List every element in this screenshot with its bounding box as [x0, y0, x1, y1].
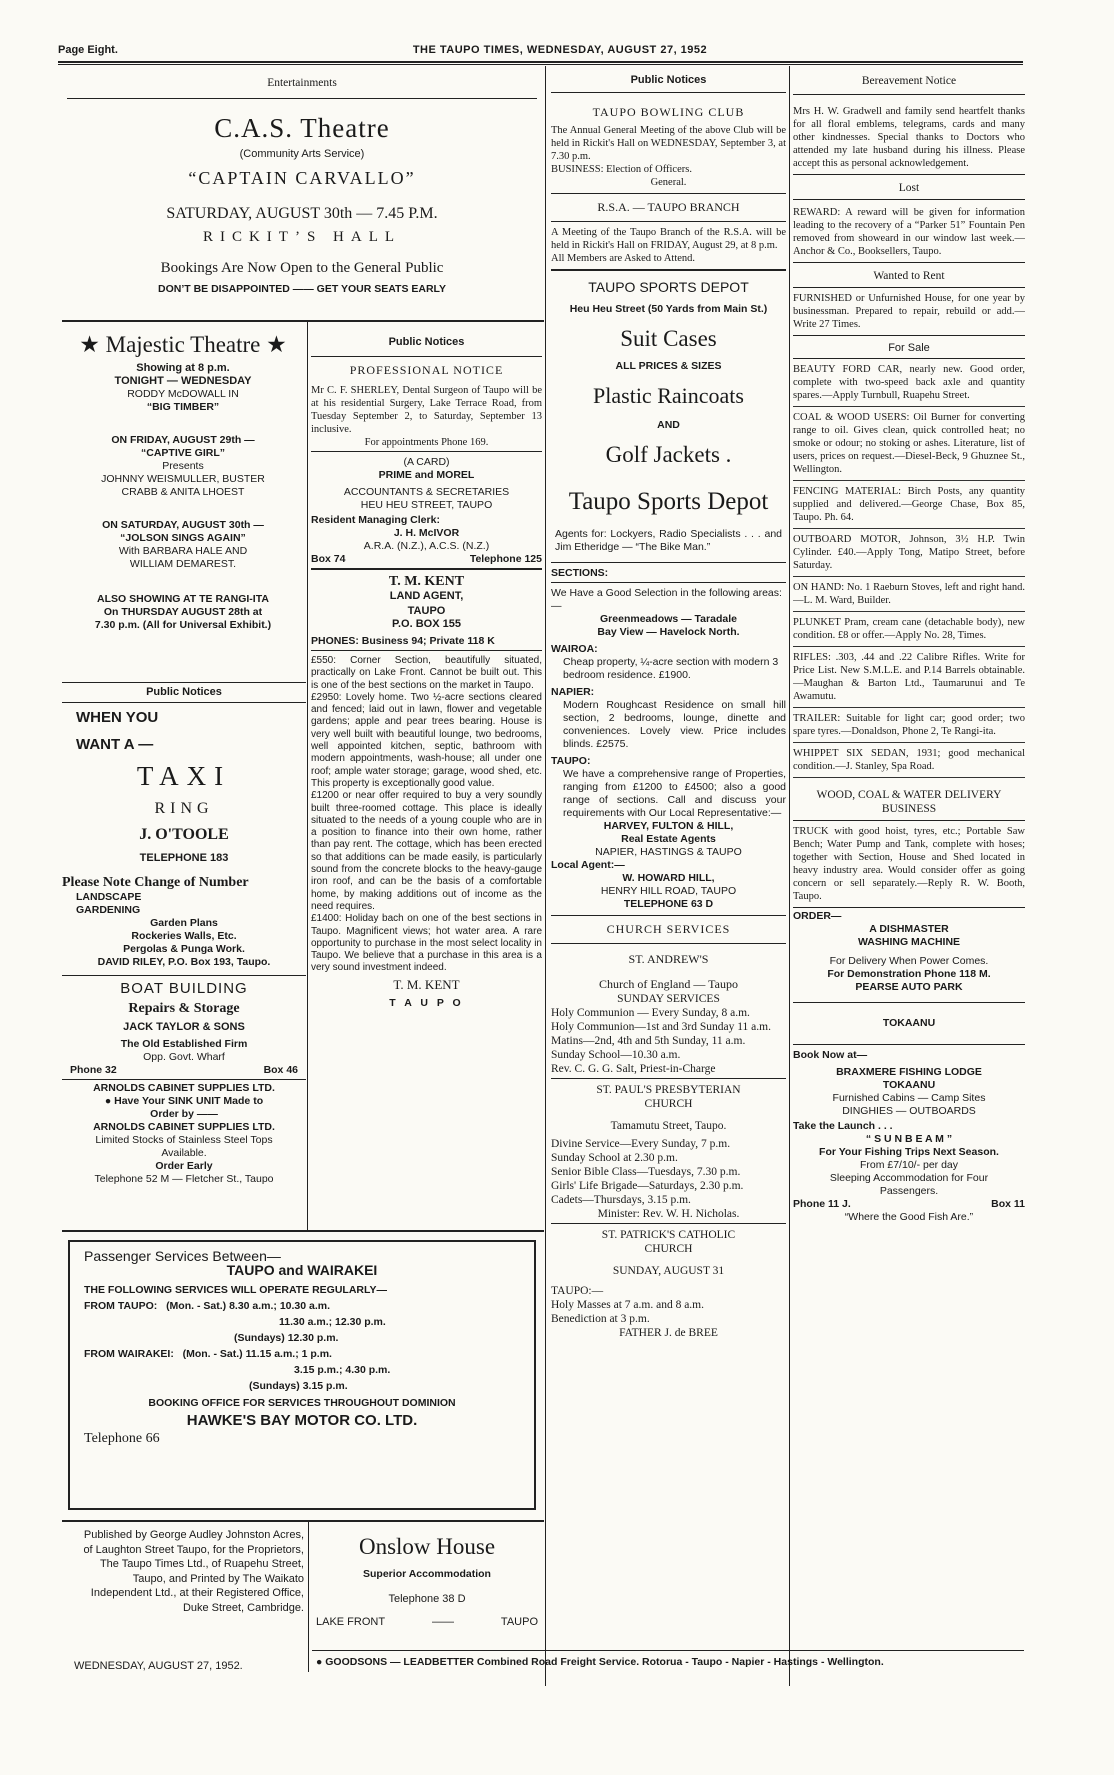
church-line: Senior Bible Class—Tuesdays, 7.30 p.m.	[551, 1166, 741, 1178]
change-notice: Please Note Change of Number	[62, 875, 249, 890]
imprint	[68, 1528, 304, 1663]
section-label: Public Notices	[146, 686, 222, 698]
film-line: CRABB & ANITA LHOEST	[121, 486, 245, 498]
majestic-ad	[62, 326, 304, 678]
landscape-line: Garden Plans	[150, 917, 218, 929]
boat-line: Opp. Govt. Wharf	[143, 1051, 225, 1063]
dont-miss: DON’T BE DISAPPOINTED —— GET YOUR SEATS EARLY	[157, 283, 446, 295]
hawkes-bay: HAWKE'S BAY MOTOR CO. LTD.	[186, 1412, 418, 1429]
bookings: Bookings Are Now Open to the General Public	[160, 260, 444, 276]
harvey-line: TELEPHONE 63 D	[623, 898, 714, 910]
sale-item: WHIPPET SIX SEDAN, 1931; good mechanical condition.—J. Stanley, Spa Road.	[793, 743, 1025, 778]
boat-title: BOAT BUILDING	[120, 980, 248, 997]
film-line: 7.30 p.m. (All for Universal Exhibit.)	[94, 619, 272, 631]
sale-item: COAL & WOOD USERS: Oil Burner for converting range to oil. Gives clean, quick controlled heat; no smoke or odour; no stoking or ashes. Literature, list of users, prices on request.—Diesel-Beck, 9 Ghuznee St., Wellington.	[793, 407, 1025, 481]
order-line: PEARSE AUTO PARK	[855, 981, 963, 993]
tokaanu-line: “ S U N B E A M ”	[865, 1133, 953, 1145]
order-line: WASHING MACHINE	[857, 936, 961, 948]
column-rule	[545, 66, 546, 1686]
landscape-line: Pergolas & Punga Work.	[123, 943, 245, 955]
church-line: Minister: Rev. W. H. Nicholas.	[597, 1208, 740, 1220]
timetable: 11.30 a.m.; 12.30 p.m.	[279, 1316, 386, 1328]
section-label: Public Notices	[388, 336, 465, 348]
from-wairakei: FROM WAIRAKEI:	[84, 1348, 174, 1360]
tokaanu-line: For Your Fishing Trips Next Season.	[819, 1146, 999, 1158]
harvey-line: Local Agent:—	[551, 859, 625, 871]
sale-item: PLUNKET Pram, cream cane (detachable body), new condition. £8 or offer.—Apply No. 28, Times.	[793, 612, 1025, 647]
sundays: (Sundays)	[249, 1380, 300, 1392]
majestic-title: ★ Majestic Theatre ★	[79, 332, 287, 357]
onslow-ad: Onslow House Superior Accommodation Telephone 38 D LAKE FRONT —— TAUPO	[312, 1528, 542, 1663]
tokaanu-line: BRAXMERE FISHING LODGE	[836, 1066, 982, 1078]
arnolds-line: ARNOLDS CABINET SUPPLIES LTD.	[93, 1121, 275, 1133]
harvey-head: TAUPO:	[551, 755, 591, 767]
kent-signature: T A U P O	[389, 996, 464, 1009]
film-line: Presents	[162, 460, 204, 472]
order-line: A DISHMASTER	[869, 923, 949, 935]
film-line: JOHNNY WEISMULLER, BUSTER	[101, 473, 265, 485]
arnolds-line: ● Have Your SINK UNIT Made to	[104, 1095, 264, 1107]
passenger-title: Passenger Services Between—	[84, 1248, 281, 1264]
tokaanu-line: Book Now at—	[793, 1049, 868, 1061]
from-taupo: FROM TAUPO:	[84, 1300, 158, 1312]
tokaanu-line: “Where the Good Fish Are.”	[844, 1211, 974, 1223]
tokaanu-line: DINGHIES — OUTBOARDS	[842, 1105, 976, 1117]
section-label: For Sale	[888, 342, 930, 354]
bowling-text: The Annual General Meeting of the above Club will be held in Rickit's Hall on WEDNESDAY, September 3, at 7.30 p.m.	[551, 125, 786, 162]
order-line: For Demonstration Phone 118 M.	[827, 968, 991, 980]
film-line: “JOLSON SINGS AGAIN”	[120, 532, 246, 544]
church-line: Cadets—Thursdays, 3.15 p.m.	[551, 1194, 691, 1206]
tokaanu-line: Take the Launch . . .	[793, 1120, 893, 1132]
rent-text: FURNISHED or Unfurnished House, for one year by businessman. Prepared to repair, rebuild or add.—Write 27 Times.	[793, 293, 1025, 330]
footer-banner: ● GOODSONS — LEADBETTER Combined Road Freight Service. Rotorua - Taupo - Napier - Hastings - Wellington.	[316, 1656, 884, 1668]
section-label: Public Notices	[630, 74, 707, 86]
sports-item: Suit Cases	[620, 326, 717, 351]
harvey-line: HARVEY, FULTON & HILL,	[603, 820, 734, 832]
sale-item: ON HAND: No. 1 Raeburn Stoves, left and right hand.—L. M. Ward, Builder.	[793, 577, 1025, 612]
taxi-owner: J. O'TOOLE	[139, 826, 229, 843]
booking-office: BOOKING OFFICE FOR SERVICES THROUGHOUT DOMINION	[148, 1397, 456, 1409]
film-line: With BARBARA HALE AND	[118, 545, 248, 557]
sports-address: Heu Heu Street (50 Yards from Main St.)	[569, 303, 768, 315]
masthead-rule	[58, 61, 1023, 63]
public-notices-left	[62, 686, 306, 1226]
film-line: ON SATURDAY, AUGUST 30th —	[102, 519, 264, 531]
passenger-services-ad	[68, 1240, 536, 1510]
landscape-line: LANDSCAPE	[76, 891, 142, 903]
kent-line: LAND AGENT,	[389, 590, 464, 602]
taxi-title: TAXI	[136, 761, 232, 791]
timetable: 11.15 a.m.; 1 p.m.	[245, 1348, 332, 1360]
show-date: SATURDAY, AUGUST 30th — 7.45 P.M.	[166, 205, 438, 222]
arnolds-line: ARNOLDS CABINET SUPPLIES LTD.	[93, 1082, 275, 1094]
church-line: SUNDAY, AUGUST 31	[612, 1265, 725, 1277]
sherley-notice: Mr C. F. SHERLEY, Dental Surgeon of Taupo will be at his residential Surgery, Lake Terrace Road, from Tuesday September 2, to Saturday, September 13 inclusive.	[311, 385, 542, 435]
film-line: On THURSDAY AUGUST 28th at	[103, 606, 263, 618]
kent-line: P.O. BOX 155	[392, 618, 461, 630]
harvey-line: W. HOWARD HILL,	[622, 872, 715, 884]
taxi-phone: TELEPHONE 183	[139, 852, 229, 864]
sports-item: AND	[657, 419, 680, 431]
harvey-head: NAPIER:	[551, 686, 595, 698]
boat-box: Box 46	[263, 1064, 298, 1076]
hall: RICKIT’S HALL	[202, 229, 402, 245]
church-line: Church of England — Taupo	[599, 977, 738, 991]
church-line: FATHER J. de BREE	[619, 1327, 718, 1339]
sale-item: BEAUTY FORD CAR, nearly new. Good order, complete with two-speed back axle and quantity spares.—Apply Turnbull, Ruapehu Street.	[793, 359, 1025, 407]
harvey-head: WAIROA:	[551, 643, 598, 655]
onslow-title: Onslow House	[358, 1534, 496, 1559]
appt-line: For appointments Phone 169.	[364, 437, 489, 448]
film-line: ON FRIDAY, AUGUST 29th —	[111, 434, 255, 446]
passenger-line: THE FOLLOWING SERVICES WILL OPERATE REGULARLY—	[84, 1284, 387, 1296]
bowling-text: BUSINESS: Election of Officers.	[551, 164, 692, 175]
section-label: Bereavement Notice	[861, 75, 957, 87]
theatre-sub: (Community Arts Service)	[239, 148, 365, 160]
order-label: ORDER—	[793, 910, 842, 922]
rsa-title: R.S.A. — TAUPO BRANCH	[597, 200, 740, 214]
church-title: CHURCH SERVICES	[606, 922, 731, 936]
tokaanu-line: TOKAANU	[882, 1079, 936, 1091]
kent-listing: £1200 or near offer required to buy a very soundly built three-roomed cottage. This place is ideally situated to the needs of a young couple who are in a position to finance into their own home, rather than pay rent. The cottage, which has been erected so that additions can be made easily, is particularly sound from the concrete blocks to the heavy-gauge iron roof, and can be the basis of a comfortable home, by making additions out of income as the need requires.	[311, 790, 542, 912]
sports-item: ALL PRICES & SIZES	[615, 360, 722, 372]
public-notices-middle	[311, 326, 542, 1226]
arnolds-line: Telephone 52 M — Fletcher St., Taupo	[94, 1173, 274, 1185]
wood-title: WOOD, COAL & WATER DELIVERY BUSINESS	[816, 789, 1002, 815]
card-line: ACCOUNTANTS & SECRETARIES	[343, 486, 510, 498]
ring: RING	[154, 800, 214, 817]
tokaanu-line: From £7/10/- per day	[859, 1159, 959, 1171]
page-number: Page Eight.	[58, 44, 118, 56]
landscape-line: GARDENING	[76, 904, 141, 916]
film-line: RODDY McDOWALL IN	[127, 388, 239, 400]
film-line: “CAPTIVE GIRL”	[140, 447, 225, 459]
kent-signature: T. M. KENT	[393, 976, 460, 992]
bowling-text: General.	[650, 177, 687, 188]
boat-phone: Phone 32	[70, 1064, 117, 1076]
arnolds-line: Order by ——	[150, 1108, 218, 1120]
wood-text: TRUCK with good hoist, tyres, etc.; Portable Saw Bench; Water Pump and Tank, complete with hoses; together with Section, House and Shed located in heavy industry area. Would consider offer as going concern or sell separately.—Reply R. W. Booth, Taupo.	[793, 826, 1025, 902]
church-line: Matins—2nd, 4th and 5th Sunday, 11 a.m.	[551, 1035, 746, 1047]
kent-listing: £1400: Holiday bach on one of the best sections in Taupo. Magnificent views; hot water area. A rare opportunity to purchase in the most select locality in Taupo. We believe that a purchase in this area is a very sound investment indeed.	[311, 913, 542, 974]
church-line: Holy Masses at 7 a.m. and 8 a.m.	[551, 1299, 704, 1311]
kent-listing: £2950: Lovely home. Two ½-acre sections cleared and fenced; laid out in lawn, flower and vegetable gardens; apple and pear trees bearing. House is very well built with beautiful lounge, two bedrooms, well appointed kitchen, septic, bathroom with modern appointments, wash-house; all under one roof; ample water storage; garage, wood shed, etc. This property is exceptionally good value.	[311, 691, 542, 789]
order-line: For Delivery When Power Comes.	[829, 955, 989, 967]
taxi-line: WHEN YOU	[76, 709, 159, 726]
boat-line: The Old Established Firm	[120, 1038, 248, 1050]
timetable: 3.15 p.m.	[302, 1380, 348, 1392]
film-line: ALSO SHOWING AT TE RANGI-ITA	[97, 593, 269, 605]
tokaanu-box: Box 11	[991, 1198, 1025, 1210]
card-line: Resident Managing Clerk:	[311, 514, 440, 526]
imprint-text: Published by George Audley Johnston Acres, of Laughton Street Taupo, for the Proprietors, The Taupo Times Ltd., of Ruapehu Street, Taupo, and Printed by The Waikato Independent Ltd., at their Registered Office, Duke Street, Cambridge.	[83, 1529, 304, 1614]
harvey-text: We have a comprehensive range of Properties, ranging from £1200 to £4500; also a good range of sections. Call and discuss your requirements with Our Local Representative:—	[563, 768, 786, 819]
onslow-line: Telephone 38 D	[388, 1593, 466, 1605]
column-rule	[789, 66, 790, 1686]
boat-line: JACK TAYLOR & SONS	[123, 1021, 245, 1033]
church-line: Holy Communion — Every Sunday, 8 a.m.	[551, 1007, 750, 1019]
sports-item: Plastic Raincoats	[593, 383, 744, 408]
landscape-line: DAVID RILEY, P.O. Box 193, Taupo.	[97, 956, 271, 968]
card-phone: Telephone 125	[469, 553, 542, 565]
church-line: Holy Communion—1st and 3rd Sunday 11 a.m.	[551, 1021, 771, 1033]
tonight: TONIGHT — WEDNESDAY	[114, 375, 252, 387]
tokaanu-line: Furnished Cabins — Camp Sites	[832, 1092, 986, 1104]
showing-time: Showing at 8 p.m.	[136, 362, 230, 374]
entertainments-section	[62, 68, 542, 318]
mon-sat: (Mon. - Sat.)	[182, 1348, 243, 1360]
passenger-phone: Telephone 66	[84, 1431, 160, 1446]
film-line: WILLIAM DEMAREST.	[129, 558, 237, 570]
church-line: ST. ANDREW'S	[628, 952, 709, 966]
church-line: Sunday School at 2.30 p.m.	[551, 1152, 678, 1164]
sports-depot: Taupo Sports Depot	[568, 488, 769, 515]
harvey-text: Modern Roughcast Residence on small hill section, 2 bedrooms, lounge, dinette and conveniences. Lovely view. Price includes blinds. £2575.	[563, 699, 786, 750]
masthead-title: THE TAUPO TIMES, WEDNESDAY, AUGUST 27, 1952	[412, 44, 708, 56]
bowling-title: TAUPO BOWLING CLUB	[592, 105, 745, 119]
church-title: ST. PATRICK'S CATHOLIC CHURCH	[601, 1229, 736, 1255]
film-line: “BIG TIMBER”	[146, 401, 220, 413]
public-notices-right	[551, 68, 786, 1668]
harvey-line: HENRY HILL ROAD, TAUPO	[600, 885, 737, 897]
sports-agents: Agents for: Lockyers, Radio Specialists . . . and Jim Etheridge — “The Bike Man.”	[555, 528, 782, 553]
arnolds-line: Limited Stocks of Stainless Steel Tops	[95, 1134, 273, 1146]
arnolds-line: Available.	[161, 1147, 207, 1159]
card-line: HEU HEU STREET, TAUPO	[360, 499, 493, 511]
onslow-line: LAKE FRONT	[316, 1616, 386, 1628]
card-line: (A CARD)	[403, 456, 450, 468]
church-line: Tamamutu Street, Taupo.	[610, 1120, 727, 1132]
taxi-ad	[62, 709, 306, 753]
church-line: Rev. C. G. G. Salt, Priest-in-Charge	[551, 1063, 716, 1075]
prime-morel: PRIME and MOREL	[378, 469, 475, 481]
onslow-line: TAUPO	[500, 1616, 538, 1628]
landscape-line: Rockeries Walls, Etc.	[131, 930, 237, 942]
sports-item: Golf Jackets .	[605, 442, 732, 467]
lost-text: REWARD: A reward will be given for information leading to the recovery of a “Parker 51” Fountain Pen removed from showeard in our window last week.—Anchor & Co., Booksellers, Taupo.	[793, 207, 1025, 257]
church-line: SUNDAY SERVICES	[617, 993, 720, 1005]
section-label: Wanted to Rent	[873, 270, 945, 282]
prof-notice-title: PROFESSIONAL NOTICE	[349, 363, 504, 377]
boat-line: Repairs & Storage	[128, 1001, 240, 1016]
card-line: A.R.A. (N.Z.), A.C.S. (N.Z.)	[363, 540, 490, 552]
theatre-name: C.A.S. Theatre	[214, 113, 390, 143]
section-label: Entertainments	[267, 77, 337, 89]
bereavement-text: Mrs H. W. Gradwell and family send heartfelt thanks for all floral emblems, telegrams, cards and many other kindnesses. Special thanks to Doctors who attended my late husband during his illness. Please accept this as personal acknowledgement.	[793, 106, 1025, 169]
sale-item: FENCING MATERIAL: Birch Posts, any quantity supplied and delivered.—George Chase, Box 85, Taupo. Ph. 64.	[793, 481, 1025, 529]
harvey-text: We Have a Good Selection in the following areas: —	[551, 587, 782, 612]
church-line: Benediction at 3 p.m.	[551, 1313, 650, 1325]
taxi-line: WANT A —	[76, 736, 154, 753]
harvey-text: Greenmeadows — Taradale	[600, 613, 737, 625]
onslow-line: Superior Accommodation	[363, 1568, 491, 1580]
church-title: ST. PAUL'S PRESBYTERIAN CHURCH	[596, 1084, 741, 1110]
tokaanu-title: TOKAANU	[882, 1017, 936, 1029]
timetable: 3.15 p.m.; 4.30 p.m.	[294, 1364, 391, 1376]
card-box: Box 74	[311, 553, 346, 565]
church-line: Sunday School—10.30 a.m.	[551, 1049, 681, 1061]
sale-item: RIFLES: .303, .44 and .22 Calibre Rifles. Write for Price List. New S.M.L.E. and P.14 Barrels obtainable.—Maughan & Barton Ltd., Taumarunui and Te Awamutu.	[793, 647, 1025, 708]
section-label: Lost	[898, 182, 920, 194]
card-line: J. H. McIVOR	[393, 527, 460, 539]
rsa-text: A Meeting of the Taupo Branch of the R.S.A. will be held in Rickit's Hall on FRIDAY, August 29, at 8 p.m.	[551, 227, 786, 251]
tokaanu-phone: Phone 11 J.	[793, 1198, 851, 1210]
kent-listing: £550: Corner Section, beautifully situated, practically on Lake Front. Cannot be built out. This is one of the best sections on the market in Taupo.	[311, 655, 542, 691]
church-line: Girls' Life Brigade—Saturdays, 2.30 p.m.	[551, 1180, 744, 1192]
arnolds-line: Order Early	[155, 1160, 213, 1172]
column-rule	[307, 322, 308, 1230]
timetable: 8.30 a.m.; 10.30 a.m.	[229, 1300, 331, 1312]
film-title: “CAPTAIN CARVALLO”	[188, 168, 416, 188]
passenger-title: TAUPO and WAIRAKEI	[226, 1262, 378, 1278]
kent-phones: PHONES: Business 94; Private 118 K	[311, 635, 495, 647]
church-line: TAUPO:—	[551, 1285, 604, 1297]
harvey-text: Bay View — Havelock North.	[597, 626, 740, 638]
harvey-text: Cheap property, ¼-acre section with modern 3 bedroom residence. £1900.	[563, 656, 779, 681]
sale-item: OUTBOARD MOTOR, Johnson, 3½ H.P. Twin Cylinder. £40.—Apply Tong, Matipo Street, before Saturday.	[793, 529, 1025, 577]
rsa-text: All Members are Asked to Attend.	[551, 253, 696, 264]
sundays: (Sundays)	[234, 1332, 285, 1344]
classifieds-column	[793, 68, 1025, 1668]
sports-title: TAUPO SPORTS DEPOT	[588, 279, 749, 295]
harvey-line: NAPIER, HASTINGS & TAUPO	[595, 846, 742, 858]
kent-name: T. M. KENT	[388, 574, 465, 589]
sale-item: TRAILER: Suitable for light car; good order; two spare tyres.—Donaldson, Phone 2, Te Rangi-ita.	[793, 708, 1025, 743]
harvey-head: SECTIONS:	[551, 567, 609, 579]
church-line: Divine Service—Every Sunday, 7 p.m.	[551, 1138, 731, 1150]
kent-line: TAUPO	[407, 605, 446, 617]
timetable: 12.30 p.m.	[287, 1332, 339, 1344]
tokaanu-line: Sleeping Accommodation for Four Passengers.	[829, 1172, 989, 1197]
harvey-line: Real Estate Agents	[621, 833, 716, 845]
imprint-date: WEDNESDAY, AUGUST 27, 1952.	[74, 1660, 243, 1672]
mon-sat: (Mon. - Sat.)	[166, 1300, 227, 1312]
